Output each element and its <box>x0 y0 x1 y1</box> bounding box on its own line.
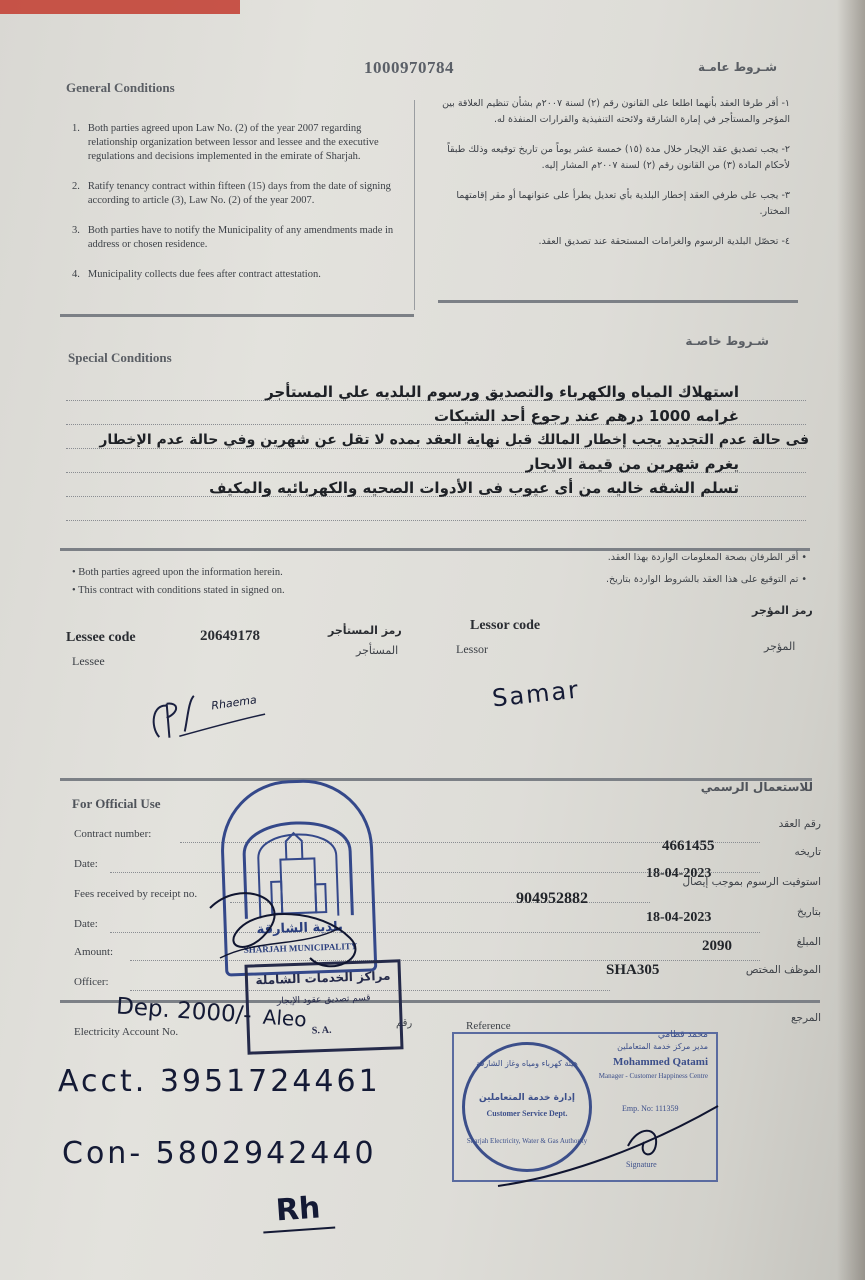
field-label-ar: الموظف المختص <box>745 964 821 976</box>
lessee-label: Lessee <box>72 654 105 668</box>
general-conditions-title-en: General Conditions <box>66 80 175 95</box>
handwritten-account-number: Acct. 3951724461 <box>58 1064 381 1099</box>
special-conditions-title-ar: شـروط خاصـة <box>685 334 769 348</box>
general-condition-item <box>72 180 402 208</box>
condition-text: Municipality collects due fees after contract attestation. <box>87 269 321 280</box>
lessee-code-value: 20649178 <box>200 628 260 644</box>
reference-label-ar: المرجع <box>790 1012 821 1024</box>
column-divider <box>414 100 415 310</box>
lessor-label-ar: المؤجر <box>764 640 796 653</box>
sewa-officer-name-ar: محمد قطامي <box>657 1030 708 1040</box>
section-rule <box>60 778 812 781</box>
handwritten-connection-number: Con- 5802942440 <box>62 1136 377 1171</box>
lessor-code-label-ar: رمز المؤجر <box>752 604 813 617</box>
condition-text: Ratify tenancy contract within fifteen (15) days from the date of signing according to article (3), Law No. (2) of the year 2007. <box>87 181 391 206</box>
service-center-initials: S. A. <box>311 1024 332 1037</box>
lessee-label-ar: المستأجر <box>356 644 399 657</box>
agreement-line-en: • This contract with conditions stated in signed on. <box>72 585 285 596</box>
lessor-signature: Samar <box>490 675 582 713</box>
section-rule <box>438 300 798 303</box>
field-label-ar: تاريخه <box>794 846 821 858</box>
contract-serial-number: 1000970784 <box>364 58 454 77</box>
sewa-dept-en: Customer Service Dept. <box>486 1109 568 1118</box>
lessee-code-label: Lessee code <box>66 630 136 645</box>
field-label-en: Date: <box>74 918 98 930</box>
field-label-en: Fees received by receipt no. <box>74 888 198 900</box>
special-condition-line: استهلاك المياه والكهرباء والتصديق ورسوم البلديه علي المستأجر <box>265 383 739 401</box>
lessee-code-label-ar: رمز المستأجر <box>328 624 402 637</box>
lessor-label: Lessor <box>456 642 488 656</box>
agreement-line-ar: • تم التوقيع على هذا العقد بالشروط الواردة بتاريخ. <box>606 574 807 585</box>
section-rule <box>60 548 810 551</box>
service-center-dept: قسم تصديق عقود الإيجار <box>276 993 371 1007</box>
condition-number: 4. <box>72 269 80 280</box>
pen-scribble <box>200 868 380 988</box>
general-condition-item-ar: ١- أقر طرفا العقد بأنهما اطلعا على القانون رقم (٢) لسنة ٢٠٠٧م بشأن تنظيم العلاقة بين المؤجر والمستأجر في إمارة الشارقة ولائحته التنفيذية والقرارات المنفذة له. <box>442 98 790 125</box>
lessee-signature-text: Rhaema <box>210 693 258 713</box>
deposit-after-text: Aleo <box>262 1004 308 1032</box>
sewa-officer-title-en: Manager - Customer Happiness Centre <box>598 1072 708 1080</box>
special-condition-line: غرامه 1000 درهم عند رجوع أحد الشيكات <box>433 407 739 425</box>
sewa-ring-en: Sharjah Electricity, Water & Gas Authority <box>466 1137 588 1145</box>
deposit-text: Dep. 2000/- <box>115 993 253 1029</box>
field-label-en: Date: <box>74 858 98 870</box>
general-conditions-title-ar: شـروط عامـة <box>698 60 777 74</box>
special-condition-line: تسلم الشقه خاليه من أى عيوب فى الأدوات الصحيه والكهربائيه والمكيف <box>209 479 739 497</box>
field-label-ar: المبلغ <box>796 936 821 948</box>
official-use-title-ar: للاستعمال الرسمي <box>700 780 813 794</box>
condition-text: Both parties agreed upon Law No. (2) of the year 2007 regarding relationship organization between lessor and lessee and the executive regulations and decisions implemented in the emirate of Sharjah. <box>87 123 379 162</box>
sewa-officer-name-en: Mohammed Qatami <box>612 1056 708 1068</box>
contract-number-value: 4661455 <box>662 838 715 854</box>
page-shadow-edge <box>837 0 865 1280</box>
general-condition-item-ar: ٣- يجب على طرفي العقد إخطار البلدية بأي تعديل يطرأ على عنوانهما أو مقر إقامتهما المختار. <box>456 190 790 217</box>
field-label-ar: استوفيت الرسوم بموجب إيصال <box>682 876 821 888</box>
condition-number: 2. <box>72 181 80 192</box>
ruled-line <box>66 520 806 521</box>
sewa-signature-scribble <box>488 1086 728 1196</box>
section-rule <box>60 314 414 317</box>
condition-text: Both parties have to notify the Municipality of any amendments made in address or chosen residence. <box>87 225 394 250</box>
general-conditions-en-list <box>72 122 402 282</box>
sewa-employee-number: Emp. No: 111359 <box>622 1104 679 1113</box>
special-conditions-text <box>49 380 809 500</box>
agreement-line-en: • Both parties agreed upon the information herein. <box>72 567 283 578</box>
field-label-en: Officer: <box>74 976 109 988</box>
lessor-code-label: Lessor code <box>470 618 541 633</box>
field-label-en: Contract number: <box>74 828 152 840</box>
official-use-title-en: For Official Use <box>72 796 161 811</box>
general-condition-item <box>72 224 402 252</box>
field-label-ar: رقم العقد <box>778 818 821 830</box>
sewa-signature-label: Signature <box>626 1160 657 1169</box>
receipt-number-value: 904952882 <box>516 890 588 907</box>
handwritten-initials: Rh <box>261 1190 336 1234</box>
contract-date-value: 18-04-2023 <box>646 866 712 881</box>
general-condition-item-ar: ٤- تحصّل البلدية الرسوم والغرامات المستحقة عند تصديق العقد. <box>538 236 790 247</box>
reference-label: Reference <box>466 1020 511 1032</box>
sewa-dept-ar: إدارة خدمة المتعاملين <box>479 1093 575 1103</box>
receipt-date-value: 18-04-2023 <box>646 910 712 925</box>
field-label-en: Amount: <box>74 946 114 958</box>
agreement-line-ar: • أقر الطرفان بصحة المعلومات الواردة بهذا العقد. <box>607 552 807 563</box>
sewa-officer-title-ar: مدير مركز خدمة المتعاملين <box>617 1042 708 1051</box>
condition-number: 1. <box>72 123 80 134</box>
amount-value: 2090 <box>702 938 732 954</box>
service-center-name: مراكز الخدمات الشاملة <box>255 968 391 988</box>
general-condition-item-ar: ٢- يجب تصديق عقد الإيجار خلال مدة (١٥) خمسة عشر يوماً من تاريخ توقيعه وذلك طبقاً لأحكام المادة (٣) من القانون رقم (٢) لسنة ٢٠٠٧م المشار إليه. <box>447 144 790 171</box>
special-condition-line: فى حالة عدم التجديد يجب إخطار المالك قبل نهاية العقد بمده لا تقل عن شهرين وفي حالة عدم الإخطار <box>99 432 809 448</box>
general-condition-item <box>72 268 402 282</box>
field-label-ar: بتاريخ <box>796 906 821 918</box>
sewa-ring-ar: هيئة كهرباء ومياه وغاز الشارقة <box>476 1059 578 1068</box>
electricity-account-label-ar: رقم <box>396 1018 413 1029</box>
signature-scribble <box>144 679 279 745</box>
general-conditions-ar-list <box>438 96 790 250</box>
special-conditions-title-en: Special Conditions <box>68 350 172 365</box>
special-condition-line: يغرم شهرين من قيمة الايجار <box>525 455 739 473</box>
officer-code-value: SHA305 <box>606 962 660 978</box>
general-condition-item <box>72 122 402 164</box>
municipality-stamp-ar: بلدية الشارقة <box>256 919 344 938</box>
electricity-account-label: Electricity Account No. <box>74 1026 179 1038</box>
red-tape-strip <box>0 0 240 14</box>
condition-number: 3. <box>72 225 80 236</box>
municipality-stamp-en: SHARJAH MUNICIPALITY <box>243 940 358 955</box>
